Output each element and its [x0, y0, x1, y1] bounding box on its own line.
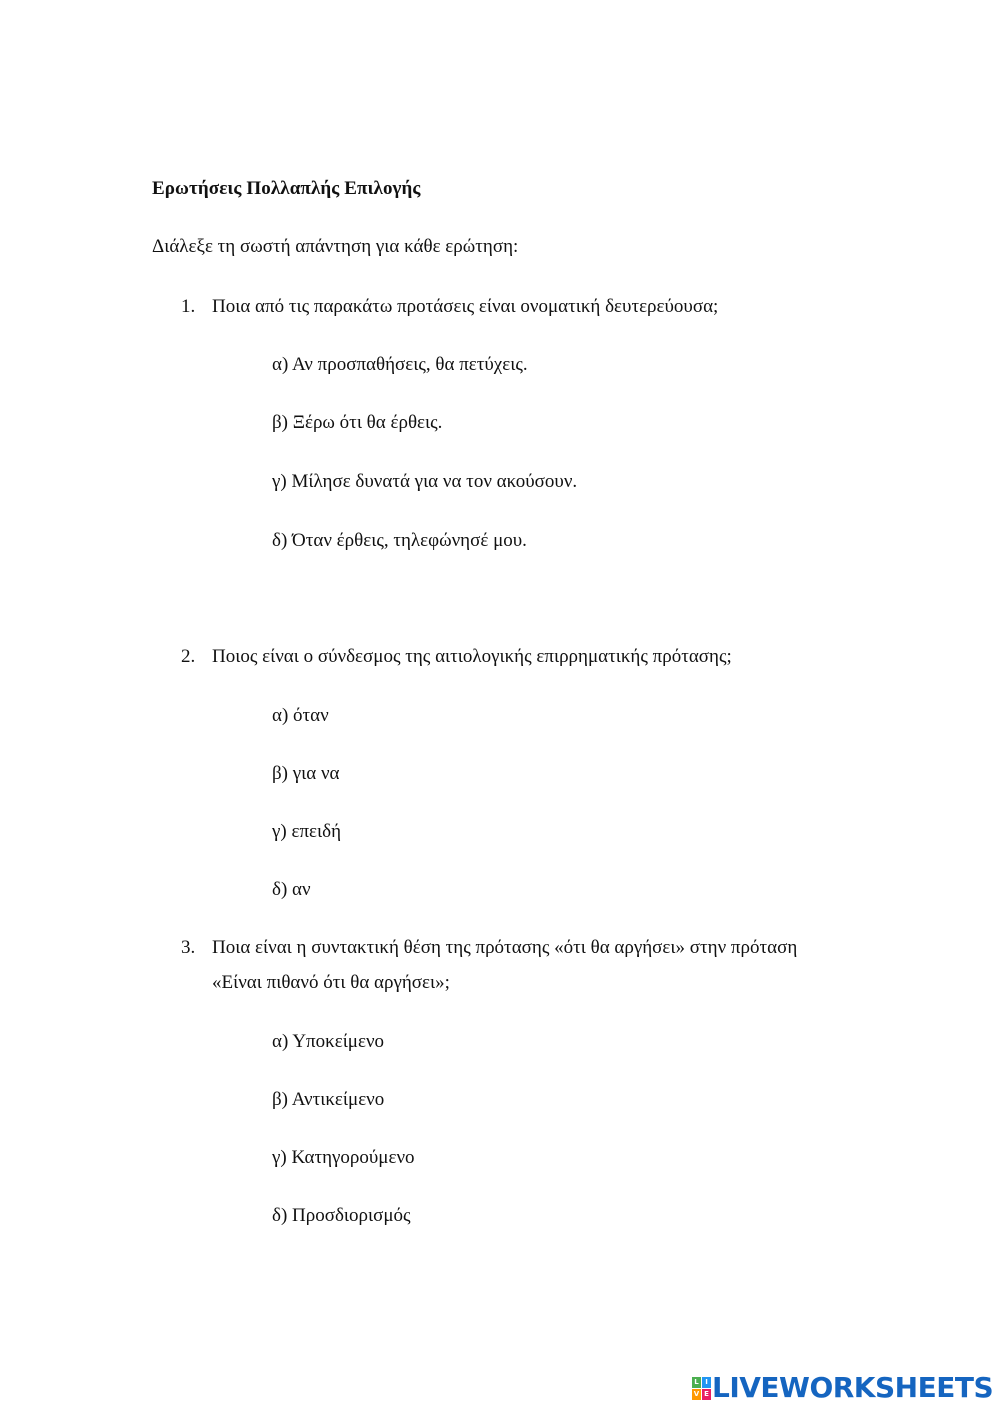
- question-2-text: Ποιος είναι ο σύνδεσμος της αιτιολογικής επιρρηματικής πρότασης;: [212, 646, 732, 667]
- question-2-option-a[interactable]: α) όταν: [272, 705, 329, 726]
- logo-icon-letter-v: V: [693, 1390, 700, 1398]
- liveworksheets-logo: [692, 1371, 994, 1404]
- liveworksheets-logo-text: LIVEWORKSHEETS: [712, 1371, 994, 1404]
- question-1-option-b[interactable]: β) Ξέρω ότι θα έρθεις.: [272, 412, 443, 433]
- question-2-number: 2.: [181, 646, 196, 667]
- liveworksheets-logo-icon: [692, 1377, 710, 1399]
- question-1-text: Ποια από τις παρακάτω προτάσεις είναι ονοματική δευτερεύουσα;: [212, 296, 719, 317]
- question-3-text-line-1: Ποια είναι η συντακτική θέση της πρότασης «ότι θα αργήσει» στην πρόταση: [212, 937, 798, 958]
- question-2-option-c[interactable]: γ) επειδή: [272, 821, 342, 842]
- logo-icon-letter-i: I: [702, 1377, 711, 1388]
- logo-icon-letter-e: E: [702, 1389, 711, 1400]
- logo-icon-letter-l: L: [692, 1377, 701, 1388]
- worksheet-title: Ερωτήσεις Πολλαπλής Επιλογής: [152, 178, 421, 199]
- instructions: Διάλεξε τη σωστή απάντηση για κάθε ερώτηση:: [152, 236, 519, 257]
- question-3-option-a[interactable]: α) Υποκείμενο: [272, 1031, 385, 1052]
- question-3-option-d[interactable]: δ) Προσδιορισμός: [272, 1205, 411, 1226]
- question-1-option-a[interactable]: α) Αν προσπαθήσεις, θα πετύχεις.: [272, 354, 528, 375]
- question-3-text-line-2: «Είναι πιθανό ότι θα αργήσει»;: [212, 972, 450, 993]
- question-1-option-c[interactable]: γ) Μίλησε δυνατά για να τον ακούσουν.: [272, 471, 578, 492]
- question-2-option-b[interactable]: β) για να: [272, 763, 340, 784]
- question-3-option-b[interactable]: β) Αντικείμενο: [272, 1089, 385, 1110]
- question-1-number: 1.: [181, 296, 196, 317]
- question-1-option-d[interactable]: δ) Όταν έρθεις, τηλεφώνησέ μου.: [272, 530, 527, 551]
- question-3-number: 3.: [181, 937, 196, 958]
- question-3-option-c[interactable]: γ) Κατηγορούμενο: [272, 1147, 415, 1168]
- question-2-option-d[interactable]: δ) αν: [272, 879, 311, 900]
